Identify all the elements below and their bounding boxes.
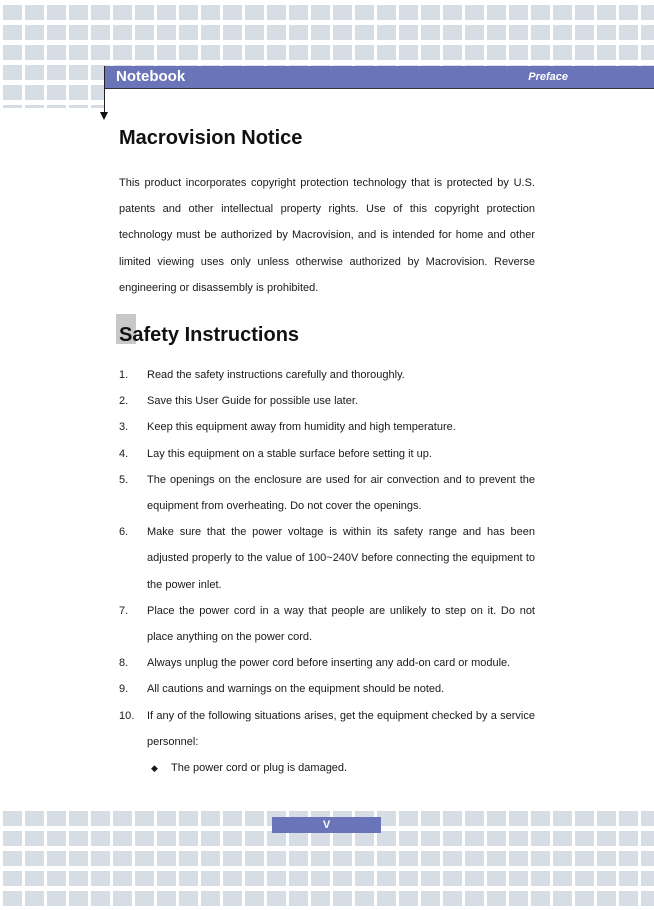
macrovision-body: This product incorporates copyright protection technology that is protected by U.S. patents and other intellectual property rights. Use of this copyright protection technology must be authorized by Macrovision, and is intended for home and other limited viewing uses only unless otherwise authorized by Macrovision. Reverse engineering or disassembly is prohibited. [119,177,535,294]
list-item [119,362,535,388]
left-margin [0,108,104,806]
header-divider [104,88,654,89]
item-number: 8. [119,657,129,670]
item-text: Place the power cord in a way that people are unlikely to step on it. Do not place anything on the power cord. [147,604,535,644]
bullet-item [147,755,535,781]
item-number: 1. [119,369,129,381]
list-item [119,650,535,676]
list-item [119,467,535,519]
item-text: Make sure that the power voltage is within its safety range and has been adjusted properly to the value of 100~240V before connecting the equipment to the power inlet. [147,526,535,591]
list-item [119,676,535,702]
item-text: Save this User Guide for possible use later. [147,395,358,408]
list-item [119,519,535,598]
arrow-down-icon [100,112,108,120]
item-number: 9. [119,683,129,696]
item-number: 10. [119,709,135,722]
item-number: 6. [119,526,129,539]
list-item [119,414,535,440]
header-section-label: Preface [528,71,568,83]
header-bar [104,66,654,88]
item-text: Read the safety instructions carefully and thoroughly. [147,369,405,381]
item-number: 4. [119,447,129,460]
bullet-text: The power cord or plug is damaged. [171,762,348,775]
item-text: Always unplug the power cord before inserting any add-on card or module. [147,657,511,670]
safety-list [119,362,535,781]
item-number: 2. [119,395,129,408]
item-text: Lay this equipment on a stable surface before setting it up. [147,447,432,460]
list-item [119,703,535,755]
item-text: If any of the following situations arises, get the equipment checked by a service personnel: [147,709,535,748]
list-item [119,388,535,414]
item-text: All cautions and warnings on the equipment should be noted. [147,683,445,696]
item-number: 7. [119,604,129,617]
margin-line [104,66,105,114]
item-text: The openings on the enclosure are used for air convection and to prevent the equipment from overheating. Do not cover the openings. [147,473,535,513]
safety-heading: Safety Instructions [119,324,300,346]
header-title: Notebook [116,68,186,85]
list-item [119,598,535,650]
macrovision-heading: Macrovision Notice [119,127,303,149]
item-text: Keep this equipment away from humidity and high temperature. [147,421,456,434]
diamond-bullet-icon: ◆ [151,763,158,774]
page-number: V [272,817,381,833]
item-number: 5. [119,473,129,486]
item-number: 3. [119,421,129,434]
list-item [119,441,535,467]
